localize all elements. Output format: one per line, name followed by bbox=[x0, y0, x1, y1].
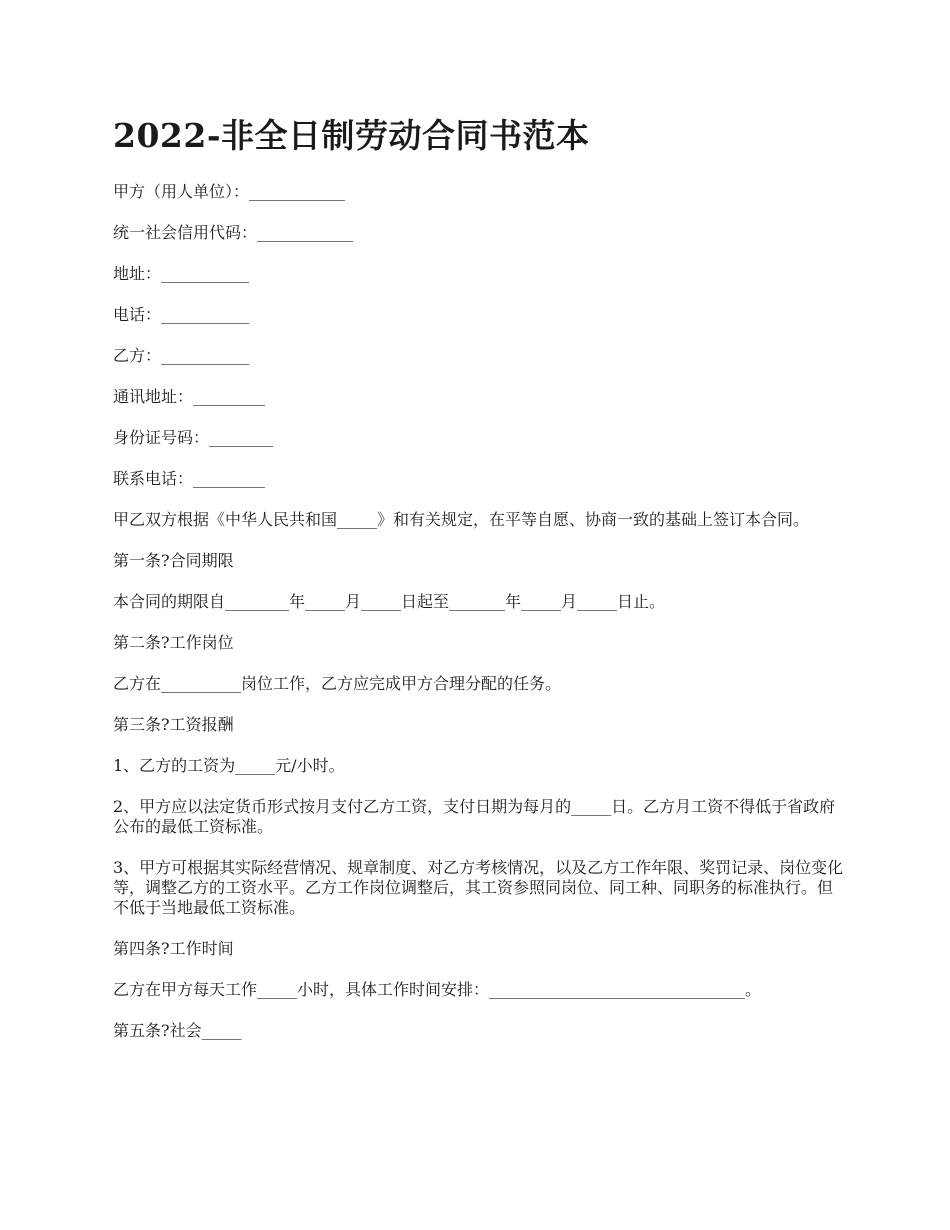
party-a-name-line: 甲方（用人单位）：____________ bbox=[113, 182, 346, 201]
article-1-heading: 第一条?合同期限 bbox=[113, 551, 234, 570]
article-5-heading: 第五条?社会_____ bbox=[113, 1021, 242, 1040]
party-b-id-line: 身份证号码：________ bbox=[113, 428, 274, 447]
article-2-body: 乙方在__________岗位工作，乙方应完成甲方合理分配的任务。 bbox=[113, 674, 562, 693]
article-2-heading: 第二条?工作岗位 bbox=[113, 633, 234, 652]
party-a-phone-line: 电话：___________ bbox=[113, 305, 250, 324]
article-3-heading: 第三条?工资报酬 bbox=[113, 715, 234, 734]
party-a-address-line: 地址：___________ bbox=[113, 264, 250, 283]
preamble-paragraph: 甲乙双方根据《中华人民共和国_____》和有关规定，在平等自愿、协商一致的基础上签订本合同。 bbox=[113, 510, 810, 529]
party-b-phone-line: 联系电话：_________ bbox=[113, 469, 266, 488]
article-1-body: 本合同的期限自________年_____月_____日起至_______年_____月_____日止。 bbox=[113, 592, 666, 611]
credit-code-line: 统一社会信用代码：____________ bbox=[113, 223, 354, 242]
document-page bbox=[113, 112, 848, 1062]
article-4-heading: 第四条?工作时间 bbox=[113, 939, 234, 958]
party-b-address-line: 通讯地址：_________ bbox=[113, 387, 266, 406]
article-3-clause-1: 1、乙方的工资为_____元/小时。 bbox=[113, 756, 345, 775]
document-title: 2022-非全日制劳动合同书范本 bbox=[113, 116, 590, 155]
article-3-clause-2: 2、甲方应以法定货币形式按月支付乙方工资，支付日期为每月的_____日。乙方月工资不得低于省政府公布的最低工资标准。 bbox=[113, 797, 836, 836]
article-4-body: 乙方在甲方每天工作_____小时，具体工作时间安排：________________________________。 bbox=[113, 980, 762, 999]
article-3-clause-3: 3、甲方可根据其实际经营情况、规章制度、对乙方考核情况，以及乙方工作年限、奖罚记录、岗位变化等，调整乙方的工资水平。乙方工作岗位调整后，其工资参照同岗位、同工种、同职务的标准执行。但不低于当地最低工资标准。 bbox=[113, 858, 844, 917]
party-b-name-line: 乙方：___________ bbox=[113, 346, 250, 365]
